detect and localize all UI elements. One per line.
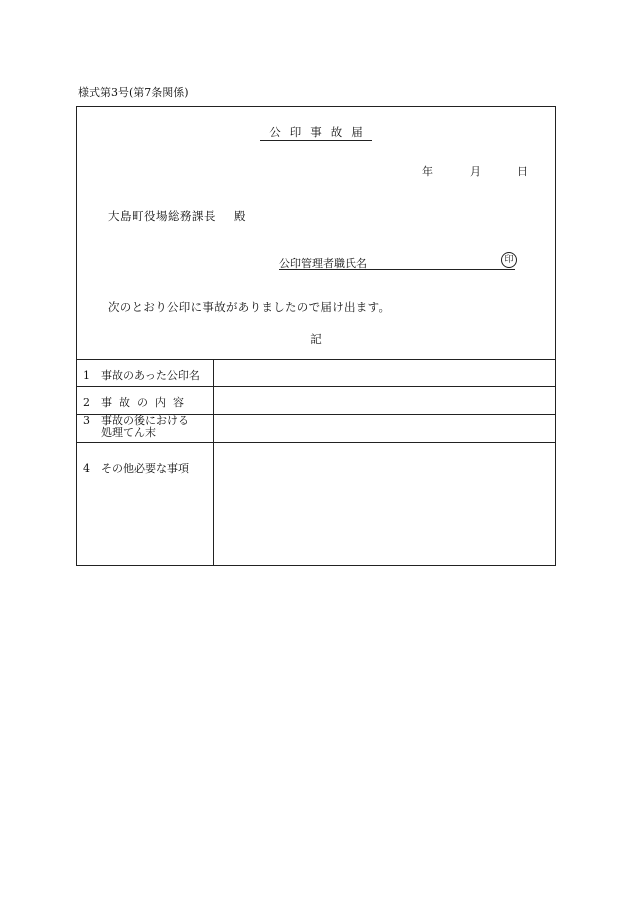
form-title: 公印事故届 — [260, 125, 372, 141]
other-matters-field[interactable] — [215, 443, 555, 566]
seal-mark-icon: 印 — [501, 252, 517, 268]
manager-signature-line[interactable] — [279, 255, 515, 270]
form-number: 様式第3号(第7条関係) — [78, 86, 189, 99]
row-label — [77, 387, 214, 414]
row-label-text: 事故の後における — [101, 414, 189, 427]
ki-heading: 記 — [310, 332, 322, 346]
date-month-label: 月 — [470, 165, 481, 178]
row-label — [77, 360, 214, 386]
notice-text: 次のとおり公印に事故がありましたので届け出ます。 — [108, 300, 391, 314]
date-year-label: 年 — [422, 165, 433, 178]
row-label — [77, 415, 214, 442]
row-number: 2 — [83, 396, 90, 409]
table-row-other-matters — [77, 442, 555, 566]
table-row-aftermath — [77, 414, 555, 442]
form-title-wrap — [77, 124, 555, 140]
date-day-label: 日 — [517, 165, 528, 178]
addressee — [108, 208, 246, 224]
row-label-text: 事故の内容 — [101, 396, 191, 409]
table-row-seal-name — [77, 359, 555, 386]
row-number: 3 — [83, 414, 90, 427]
manager-label: 公印管理者職氏名 — [279, 257, 367, 270]
row-label-text: 事故のあった公印名 — [101, 369, 200, 382]
row-label-text: その他必要な事項 — [101, 462, 189, 475]
seal-name-field[interactable] — [215, 360, 555, 386]
row-label-text-line2: 処理てん末 — [101, 426, 156, 439]
addressee-name: 大島町役場総務課長 — [108, 209, 216, 223]
row-number: 4 — [83, 462, 90, 475]
addressee-honorific: 殿 — [234, 209, 246, 223]
table-row-incident-details — [77, 386, 555, 414]
row-number: 1 — [83, 369, 90, 382]
row-label — [77, 443, 214, 566]
form-box — [76, 106, 556, 566]
aftermath-field[interactable] — [215, 415, 555, 442]
incident-details-field[interactable] — [215, 387, 555, 414]
